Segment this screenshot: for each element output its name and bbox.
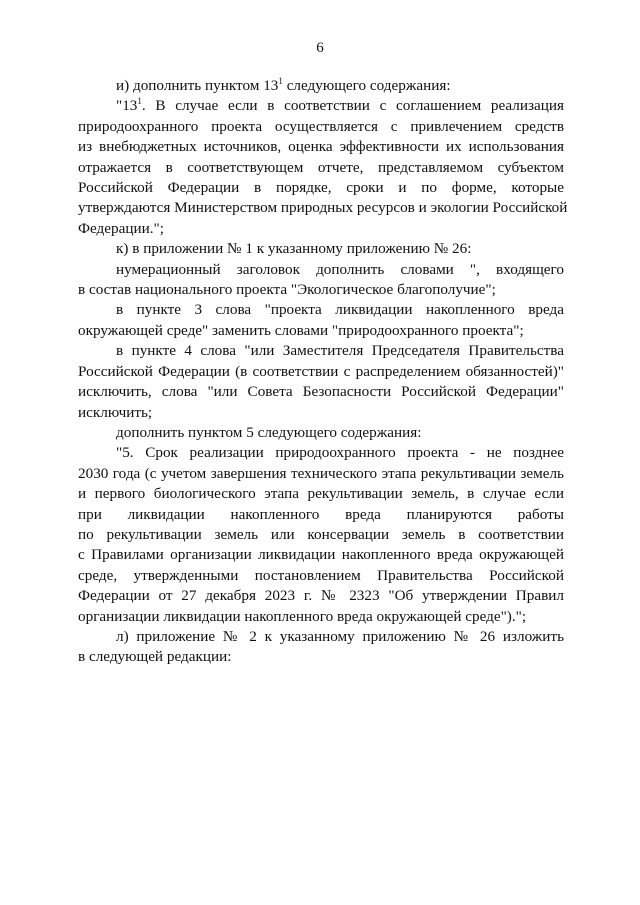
paragraph-13-1-line-1-text: . В случае если в соответствии с соглашением реализация xyxy=(141,97,564,115)
paragraph-5-line-8: Федерации от 27 декабря 2023 г. № 2323 "Об утверждении Правил xyxy=(78,587,564,605)
superscript-index: 1 xyxy=(278,75,283,86)
paragraph-5-line-3: и первого биологического этапа рекультивации земель, в случае если xyxy=(78,485,564,503)
paragraph-13-1 xyxy=(78,96,568,239)
paragraph-5-line-5: по рекультивации земель или консервации земель в соответствии xyxy=(78,525,564,543)
paragraph-i-intro-text-a: и) дополнить пунктом 13 xyxy=(116,77,279,94)
paragraph-13-1-line-7: Федерации."; xyxy=(78,219,164,237)
paragraph-k-3 xyxy=(78,341,564,423)
paragraph-k-2-line-1: в пункте 3 слова "проекта ликвидации накопленного вреда xyxy=(116,301,564,319)
paragraph-i-intro-text-b: следующего содержания: xyxy=(282,77,451,94)
paragraph-13-1-line-4: отражается в соответствующем отчете, представляемом субъектом xyxy=(78,158,564,176)
paragraph-k-3-line-2: Российской Федерации (в соответствии с распределением обязанностей)" xyxy=(78,362,564,380)
paragraph-5 xyxy=(78,443,564,627)
paragraph-l-line-2: в следующей редакции: xyxy=(78,648,232,666)
page-number: 6 xyxy=(316,40,324,56)
paragraph-i-intro xyxy=(78,76,564,96)
paragraph-13-1-line-6: утверждаются Министерством природных ресурсов и экологии Российской xyxy=(78,199,568,217)
paragraph-k-3-line-3: исключить, слова "или Совета Безопасности Российской Федерации" xyxy=(78,383,564,401)
paragraph-k-4-intro: дополнить пунктом 5 следующего содержания: xyxy=(116,423,422,441)
paragraph-k-2 xyxy=(78,300,564,341)
paragraph-13-1-open: "13 xyxy=(116,97,138,115)
paragraph-5-line-2: 2030 года (с учетом завершения технического этапа рекультивации земель xyxy=(78,464,564,482)
paragraph-l-line-1: л) приложение № 2 к указанному приложению № 26 изложить xyxy=(116,627,564,645)
paragraph-5-line-9: организации ликвидации накопленного вреда окружающей среде")."; xyxy=(78,607,527,625)
paragraph-5-line-1: "5. Срок реализации природоохранного проекта - не позднее xyxy=(116,444,564,462)
paragraph-k-1 xyxy=(78,260,564,301)
paragraph-k-intro: к) в приложении № 1 к указанному приложению № 26: xyxy=(116,240,472,258)
paragraph-13-1-line-2: природоохранного проекта осуществляется с привлечением средств xyxy=(78,117,564,135)
paragraph-k-3-line-4: исключить; xyxy=(78,403,153,421)
paragraph-l xyxy=(78,627,564,668)
paragraph-k-1-line-1: нумерационный заголовок дополнить словами ", входящего xyxy=(116,260,564,278)
paragraph-13-1-line-1 xyxy=(78,96,564,116)
paragraph-5-line-6: с Правилами организации ликвидации накопленного вреда окружающей xyxy=(78,546,564,564)
document-body xyxy=(78,75,568,668)
paragraph-5-line-4: при ликвидации накопленного вреда планируются работы xyxy=(78,505,564,523)
paragraph-k-3-line-1: в пункте 4 слова "или Заместителя Председателя Правительства xyxy=(116,342,564,360)
paragraph-13-1-line-5: Российской Федерации в порядке, сроки и по форме, которые xyxy=(78,179,564,197)
paragraph-k-1-line-2: в состав национального проекта "Экологическое благополучие"; xyxy=(78,281,496,299)
paragraph-5-line-7: среде, утвержденными постановлением Правительства Российской xyxy=(78,566,564,584)
superscript-index: 1 xyxy=(137,96,142,107)
paragraph-13-1-line-3: из внебюджетных источников, оценка эффективности их использования xyxy=(78,138,564,156)
paragraph-k-2-line-2: окружающей среде" заменить словами "природоохранного проекта"; xyxy=(78,321,524,339)
